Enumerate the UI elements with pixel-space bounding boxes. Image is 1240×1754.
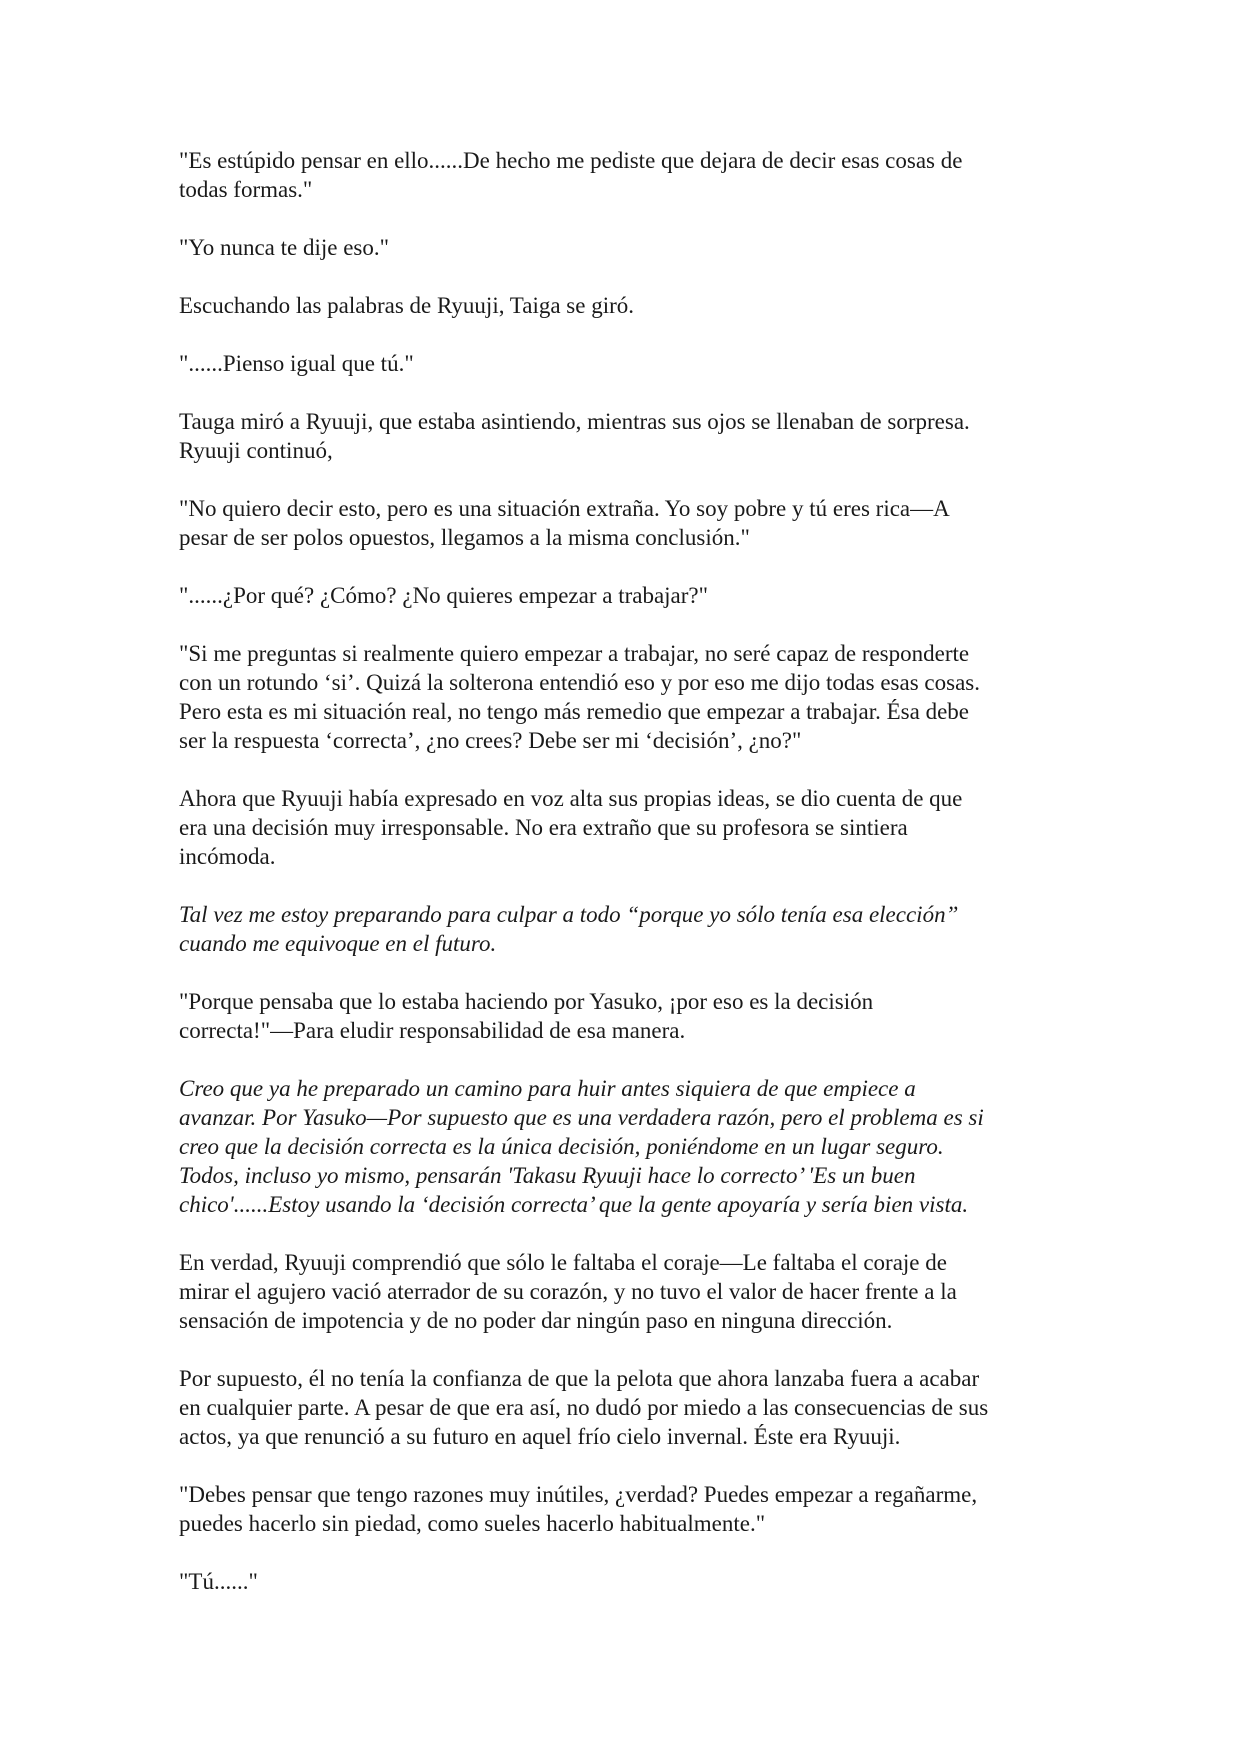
paragraph-2: "Yo nunca te dije eso." — [179, 235, 389, 260]
paragraph-14: Por supuesto, él no tenía la confianza de que la pelota que ahora lanzaba fuera a acabar en cualquier parte. A pesar de que era así, no dudó por miedo a las consecuencias de sus actos, ya que renunció a su futuro en aquel frío cielo invernal. Éste era Ryuuji. — [179, 1366, 989, 1449]
body-text — [179, 146, 1079, 1625]
paragraph-4: "......Pienso igual que tú." — [179, 351, 414, 376]
paragraph-9: Ahora que Ryuuji había expresado en voz alta sus propias ideas, se dio cuenta de que era una decisión muy irresponsable. No era extraño que su profesora se sintiera incómoda. — [179, 786, 963, 869]
paragraph-11: "Porque pensaba que lo estaba haciendo por Yasuko, ¡por eso es la decisión correcta!"—Para eludir responsabilidad de esa manera. — [179, 989, 874, 1043]
paragraph-10-italic-thought: Tal vez me estoy preparando para culpar a todo “porque yo sólo tenía esa elección” cuando me equivoque en el futuro. — [179, 902, 959, 956]
paragraph-3: Escuchando las palabras de Ryuuji, Taiga se giró. — [179, 293, 635, 318]
paragraph-16: "Tú......" — [179, 1569, 258, 1594]
paragraph-6: "No quiero decir esto, pero es una situación extraña. Yo soy pobre y tú eres rica—A pesar de ser polos opuestos, llegamos a la misma conclusión." — [179, 496, 950, 550]
paragraph-15: "Debes pensar que tengo razones muy inútiles, ¿verdad? Puedes empezar a regañarme, puedes hacerlo sin piedad, como sueles hacerlo habitualmente." — [179, 1482, 978, 1536]
paragraph-8: "Si me preguntas si realmente quiero empezar a trabajar, no seré capaz de responderte con un rotundo ‘si’. Quizá la solterona entendió eso y por eso me dijo todas esas cosas. Pero esta es mi situación real, no tengo más remedio que empezar a trabajar. Ésa debe ser la respuesta ‘correcta’, ¿no crees? Debe ser mi ‘decisión’, ¿no?" — [179, 641, 980, 753]
paragraph-13: En verdad, Ryuuji comprendió que sólo le faltaba el coraje—Le faltaba el coraje de mirar el agujero vació aterrador de su corazón, y no tuvo el valor de hacer frente a la sensación de impotencia y de no poder dar ningún paso en ninguna dirección. — [179, 1250, 957, 1333]
paragraph-7: "......¿Por qué? ¿Cómo? ¿No quieres empezar a trabajar?" — [179, 583, 709, 608]
paragraph-5: Tauga miró a Ryuuji, que estaba asintiendo, mientras sus ojos se llenaban de sorpresa. Ryuuji continuó, — [179, 409, 970, 463]
paragraph-12-italic-thought: Creo que ya he preparado un camino para huir antes siquiera de que empiece a avanzar. Por Yasuko—Por supuesto que es una verdadera razón, pero el problema es si creo que la decisión correcta es la única decisión, poniéndome en un lugar seguro. Todos, incluso yo mismo, pensarán 'Takasu Ryuuji hace lo correcto’ 'Es un buen chico'......Estoy usando la ‘decisión correcta’ que la gente apoyaría y sería bien vista. — [179, 1076, 984, 1217]
paragraph-1: "Es estúpido pensar en ello......De hecho me pediste que dejara de decir esas cosas de todas formas." — [179, 148, 963, 202]
